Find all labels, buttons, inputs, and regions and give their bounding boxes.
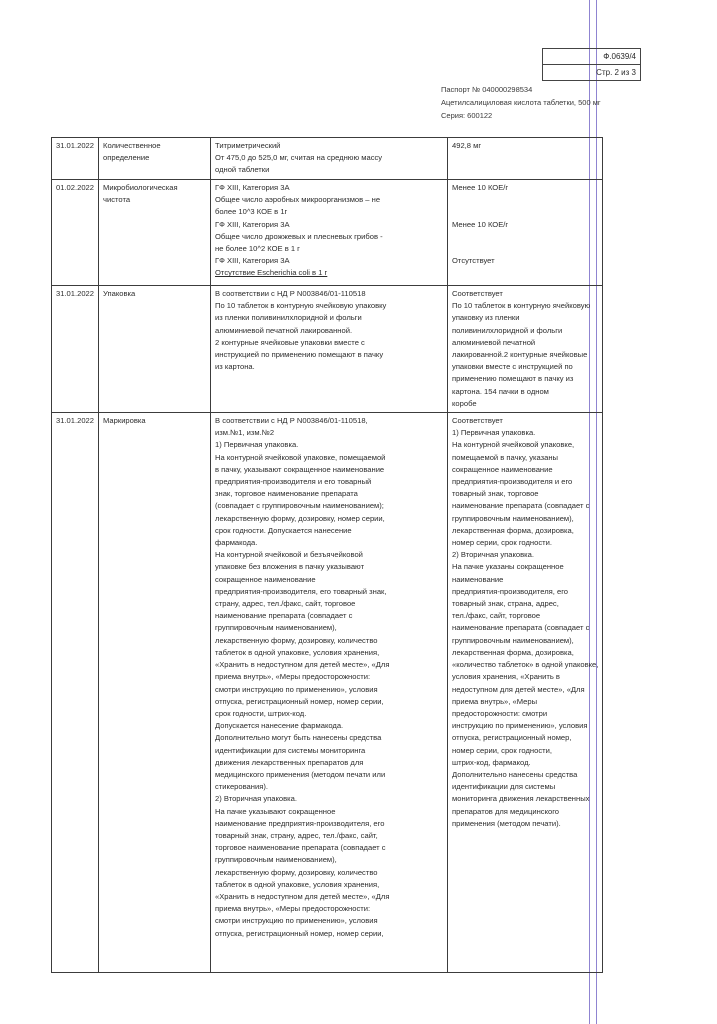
requirement-line: предприятия-производителя, его товарный знак, (215, 586, 387, 596)
requirement-line: В соответствии с НД Р N003846/01-110518, (215, 416, 368, 426)
result-line: препаратов для медицинского (452, 806, 560, 816)
requirement-line: На пачке указывают сокращенное (215, 806, 336, 816)
result-line: лекарственная форма, дозировка, (452, 525, 574, 535)
requirement-line: группировочным наименованием), (215, 623, 337, 633)
result-line: отпуска, регистрационный номер, (452, 733, 572, 743)
date-line: 31.01.2022 (56, 289, 95, 298)
requirement-line: На контурной ячейковой упаковке, помещаемой (215, 452, 386, 462)
result-line: мониторинга движения лекарственных (452, 794, 590, 804)
test-name-line: Упаковка (103, 289, 136, 298)
date-line: 31.01.2022 (56, 141, 95, 150)
requirement-line: Титриметрический (215, 141, 281, 150)
result-cell (448, 138, 603, 180)
requirement-line: стикерования). (215, 782, 268, 792)
test-name-cell (99, 180, 211, 286)
test-name-cell (99, 138, 211, 180)
requirement-line: таблеток в одной упаковке, условия хранения, (215, 647, 380, 657)
requirement-line: «Хранить в недоступном для детей месте», «Для (215, 891, 390, 901)
page-number: Стр. 2 из 3 (596, 68, 636, 77)
result-line: штрих-код, фармакод. (452, 757, 531, 767)
result-cell (448, 286, 603, 413)
result-line: Соответствует (452, 289, 503, 298)
requirement-line: срок годности, штрих-код. (215, 708, 307, 718)
passport-header (441, 83, 681, 122)
requirement-line: товарный знак, страну, адрес, тел./факс, сайт, (215, 830, 378, 840)
requirement-line: знак, торговое наименование препарата (215, 489, 358, 499)
requirement-line: движения лекарственных препаратов для (215, 757, 364, 767)
requirement-line: смотри инструкцию по применению», условия (215, 916, 378, 926)
requirement-line: отпуска, регистрационный номер, номер серии, (215, 928, 384, 938)
requirement-line: лекарственную форму, дозировку, количество (215, 867, 378, 877)
requirement-line: 1) Первичная упаковка. (215, 440, 299, 450)
requirement-line: таблеток в одной упаковке, условия хранения, (215, 879, 380, 889)
test-name-line: Количественное (103, 141, 161, 150)
date-cell (52, 413, 99, 973)
requirement-line: приема внутрь», «Меры предосторожности: (215, 672, 371, 682)
analysis-table (51, 137, 603, 973)
requirement-line: 2 контурные ячейковые упаковки вместе с (215, 337, 365, 347)
requirement-line: наименование препарата (совпадает с (215, 611, 353, 621)
requirement-line: фармакода. (215, 538, 258, 548)
requirement-line: лекарственную форму, дозировку, количество (215, 635, 378, 645)
requirement-line: По 10 таблеток в контурную ячейковую упаковку (215, 301, 387, 311)
result-line: номер серии, срок годности, (452, 745, 552, 755)
result-line: группировочным наименованием), (452, 635, 574, 645)
requirement-line: одной таблетки (215, 165, 270, 175)
requirement-line: медицинского применения (методом печати или (215, 769, 386, 779)
result-line: «количество таблеток» в одной упаковке, (452, 660, 599, 670)
result-line: На контурной ячейковой упаковке, (452, 440, 575, 450)
result-line: недоступном для детей месте», «Для (452, 684, 585, 694)
product-name: Ацетилсалициловая кислота таблетки, 500 мг (441, 98, 601, 107)
result-line: коробе (452, 398, 477, 408)
date-cell (52, 180, 99, 286)
table-row (52, 286, 603, 413)
result-line (452, 231, 598, 243)
result-line (452, 206, 598, 218)
requirement-cell (211, 286, 448, 413)
result-line: 1) Первичная упаковка. (452, 428, 536, 438)
result-line: приема внутрь», «Меры (452, 696, 538, 706)
requirement-line: Дополнительно могут быть нанесены средства (215, 733, 382, 743)
result-line: тел./факс, сайт, торговое (452, 611, 541, 621)
requirement-line: предприятия-производителя и его товарный (215, 477, 372, 487)
requirement-line: смотри инструкцию по применению», условия (215, 684, 378, 694)
requirement-line: из пленки поливинилхлоридной и фольги (215, 313, 362, 323)
result-line: алюминиевой печатной (452, 337, 536, 347)
result-line: помещаемой в пачку, указаны (452, 452, 558, 462)
table-row (52, 180, 603, 286)
result-line: Менее 10 КОЕ/г (452, 219, 509, 229)
passport-number: Паспорт № 040000298534 (441, 85, 533, 94)
requirement-line: торговое наименование препарата (совпадает с (215, 843, 386, 853)
result-cell (448, 413, 603, 973)
requirement-cell (211, 138, 448, 180)
result-line: Дополнительно нанесены средства (452, 769, 578, 779)
requirement-line: отпуска, регистрационный номер, номер серии, (215, 696, 384, 706)
requirement-line: На контурной ячейковой и безъячейковой (215, 550, 363, 560)
requirement-line: ГФ XIII, Категория 3А (215, 219, 290, 229)
result-line: номер серии, срок годности. (452, 538, 552, 548)
result-line (452, 243, 598, 255)
date-line: 31.01.2022 (56, 416, 95, 426)
requirement-line: группировочным наименованием), (215, 855, 337, 865)
test-name-cell (99, 286, 211, 413)
result-line: На пачке указаны сокращенное (452, 562, 564, 572)
result-line: инструкцию по применению», условия (452, 721, 588, 731)
result-line: наименование препарата (совпадает с (452, 623, 590, 633)
result-line: поливинилхлоридной и фольги (452, 325, 563, 335)
result-line: наименование препарата (совпадает с (452, 501, 590, 511)
result-line: предприятия-производителя, его (452, 586, 569, 596)
result-line: сокращенное наименование (452, 464, 553, 474)
result-line: картона. 154 пачки в одном (452, 386, 549, 396)
result-cell (448, 180, 603, 286)
requirement-line: 2) Вторичная упаковка. (215, 794, 297, 804)
requirement-cell (211, 180, 448, 286)
table-row (52, 138, 603, 180)
result-line: упаковку из пленки (452, 313, 520, 323)
result-line: По 10 таблеток в контурную ячейковую (452, 301, 591, 311)
requirement-line: (совпадает с группировочным наименованием); (215, 501, 384, 511)
result-line: 492,8 мг (452, 141, 482, 150)
requirement-line: идентификации для системы мониторинга (215, 745, 366, 755)
result-line: условия хранения, «Хранить в (452, 672, 560, 682)
requirement-line: ГФ XIII, Категория 3А (215, 256, 290, 266)
requirement-line: «Хранить в недоступном для детей месте», «Для (215, 660, 390, 670)
result-line: применению помещают в пачку из (452, 374, 574, 384)
result-line: применения (методом печати). (452, 818, 561, 828)
result-line: упаковки вместе с инструкцией по (452, 362, 573, 372)
result-line: товарный знак, торговое (452, 489, 539, 499)
requirement-line: из картона. (215, 362, 255, 372)
requirement-cell (211, 413, 448, 973)
form-code-box (542, 48, 641, 81)
requirement-line: В соответствии с НД Р N003846/01-110518 (215, 289, 366, 298)
date-cell (52, 286, 99, 413)
date-cell (52, 138, 99, 180)
result-line: Менее 10 КОЕ/г (452, 183, 509, 192)
requirement-line: инструкцией по применению помещают в пачку (215, 350, 384, 360)
result-line: Соответствует (452, 416, 503, 426)
result-line: лакированной.2 контурные ячейковые (452, 350, 588, 360)
requirement-line: Общее число дрожжевых и плесневых грибов - (215, 231, 383, 241)
result-line: наименование (452, 574, 504, 584)
test-name-line: Маркировка (103, 416, 146, 426)
result-line: товарный знак, страна, адрес, (452, 599, 559, 609)
table-row (52, 413, 603, 973)
test-name-line: определение (103, 153, 150, 163)
requirement-line: более 10^3 КОЕ в 1г (215, 207, 288, 217)
requirement-line: срок годности. Допускается нанесение (215, 525, 352, 535)
result-line: предприятия-производителя и его (452, 477, 573, 487)
requirement-line: От 475,0 до 525,0 мг, считая на среднюю массу (215, 153, 383, 163)
requirement-line: упаковке без вложения в пачку указывают (215, 562, 365, 572)
result-line: 2) Вторичная упаковка. (452, 550, 534, 560)
result-line (452, 194, 598, 206)
requirement-line: ГФ XIII, Категория 3А (215, 183, 290, 192)
test-name-line: Микробиологическая (103, 183, 178, 192)
requirement-line: изм.№1, изм.№2 (215, 428, 275, 438)
result-line: идентификации для системы (452, 782, 556, 792)
test-name-cell (99, 413, 211, 973)
requirement-line: не более 10^2 КОЕ в 1 г (215, 244, 300, 254)
series-number: Серия: 600122 (441, 111, 493, 120)
test-name-line: чистота (103, 195, 131, 205)
result-line: Отсутствует (452, 256, 495, 266)
requirement-line: Отсутствие Escherichia coli в 1 г (215, 268, 328, 278)
result-line: группировочным наименованием), (452, 513, 574, 523)
requirement-line: в пачку, указывают сокращенное наименование (215, 464, 385, 474)
form-code: Ф.0639/4 (543, 49, 640, 65)
requirement-line: приема внутрь», «Меры предосторожности: (215, 904, 371, 914)
requirement-line: лекарственную форму, дозировку, номер серии, (215, 513, 385, 523)
result-line: лекарственная форма, дозировка, (452, 647, 574, 657)
result-line: предосторожности: смотри (452, 708, 548, 718)
date-line: 01.02.2022 (56, 183, 95, 192)
requirement-line: алюминиевой печатной лакированной. (215, 325, 353, 335)
requirement-line: Допускается нанесение фармакода. (215, 721, 344, 731)
requirement-line: Общее число аэробных микроорганизмов – не (215, 195, 381, 205)
requirement-line: сокращенное наименование (215, 574, 316, 584)
requirement-line: наименование предприятия-производителя, его (215, 818, 385, 828)
requirement-line: страну, адрес, тел./факс, сайт, торговое (215, 599, 356, 609)
